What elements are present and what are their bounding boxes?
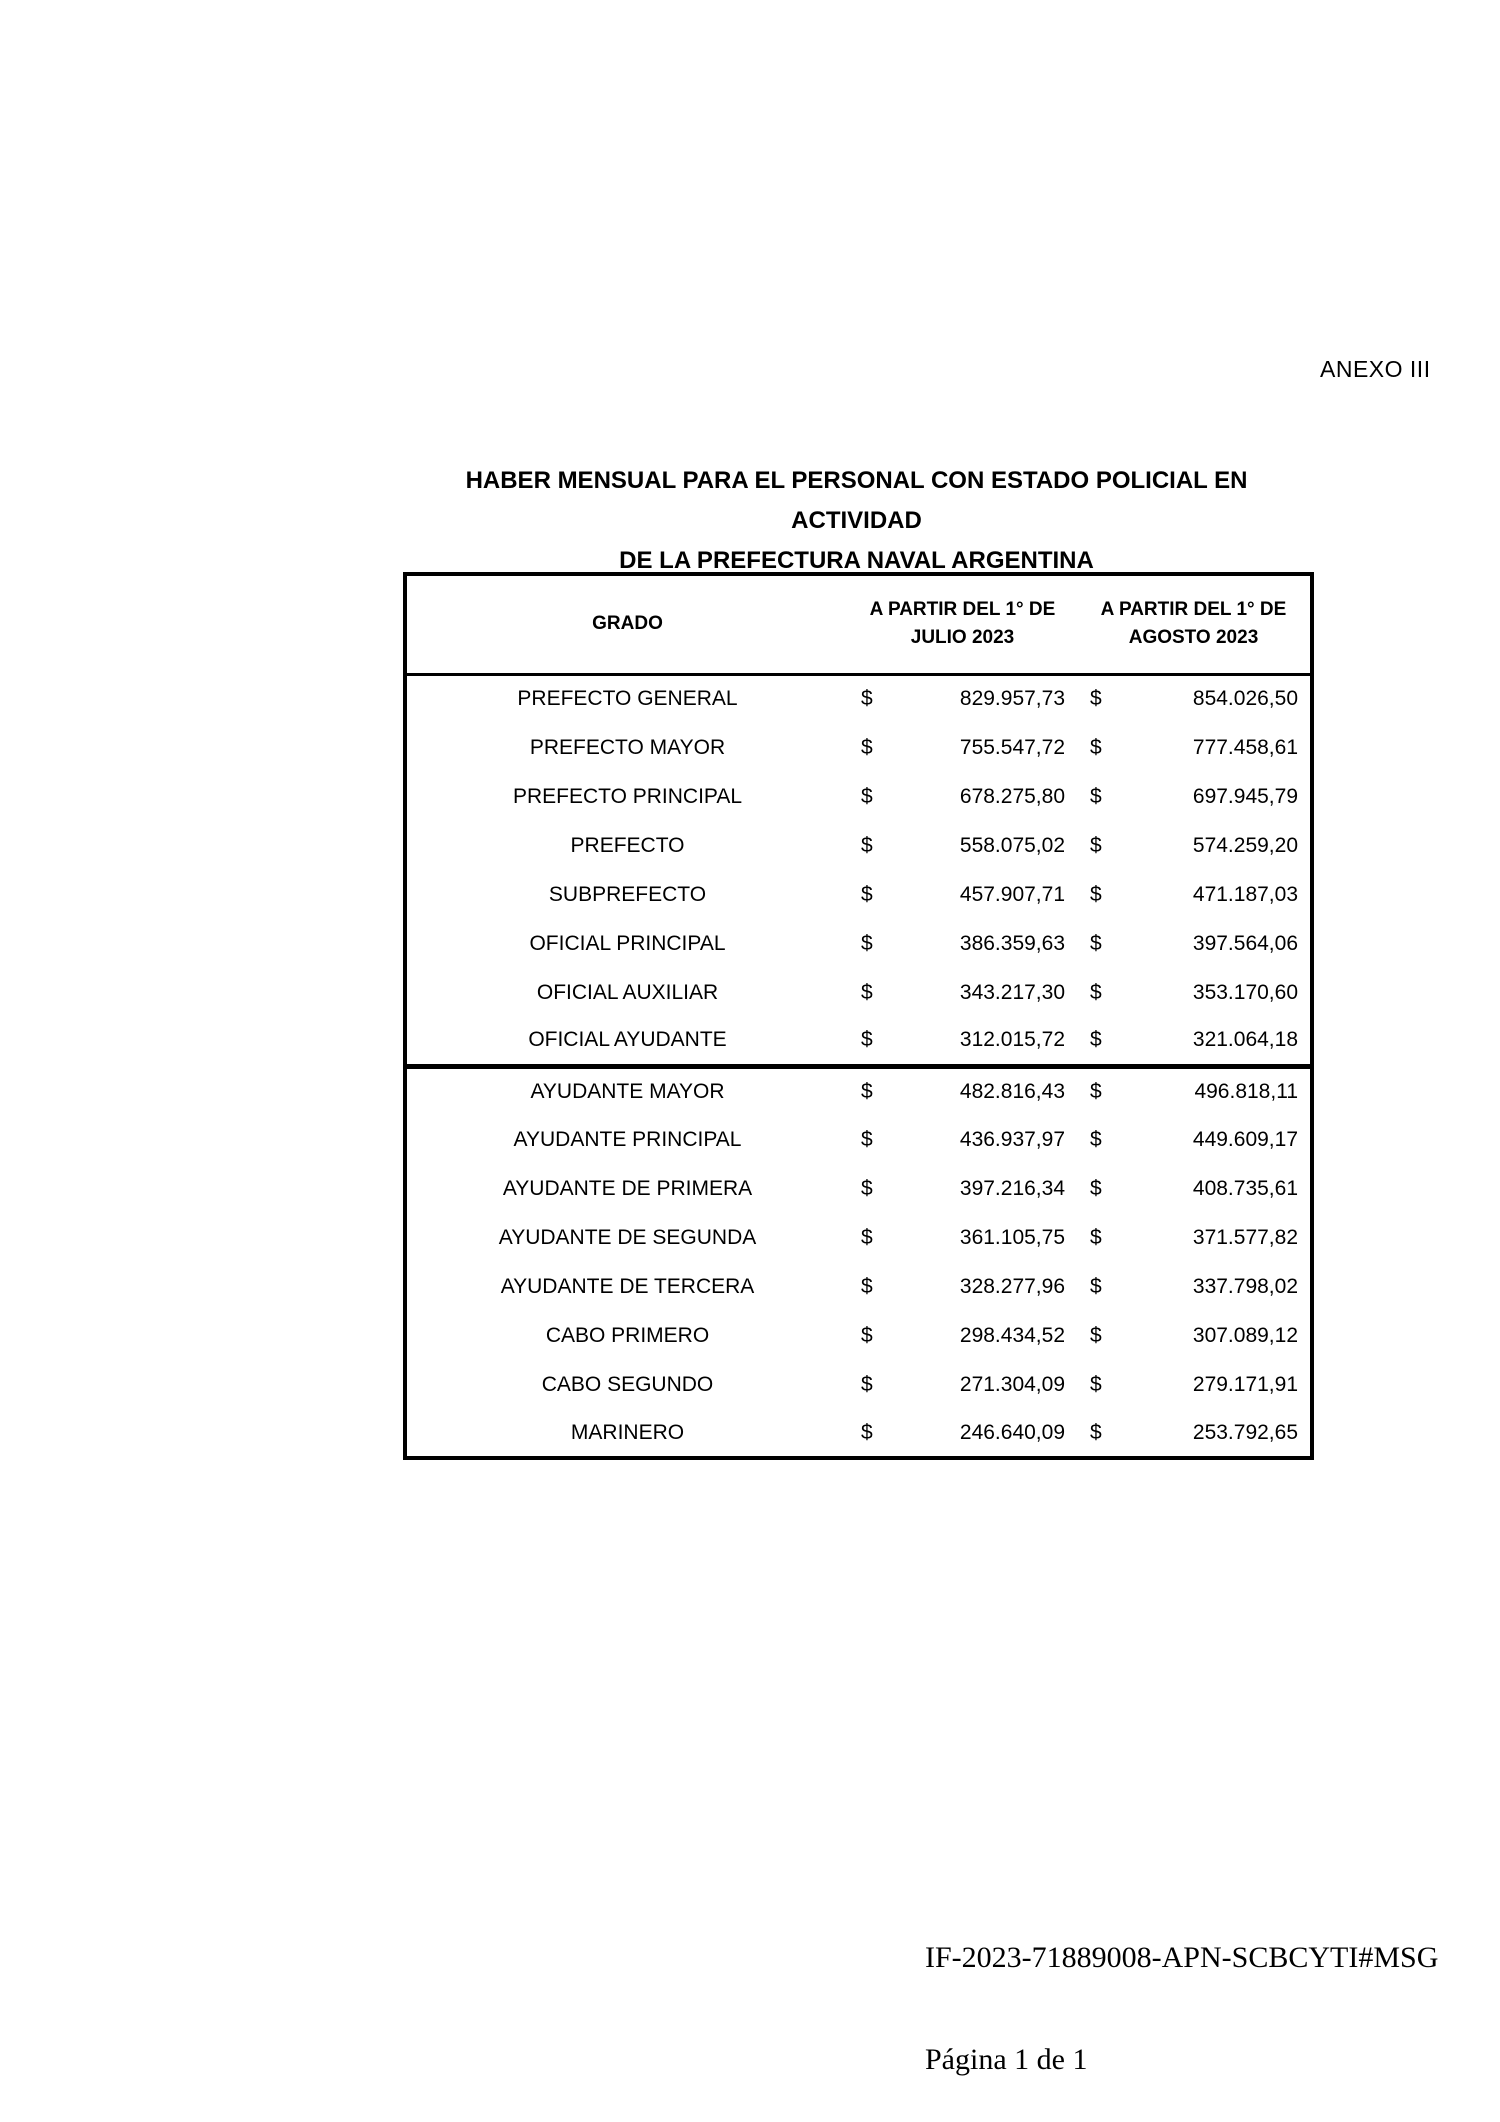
julio-cell <box>848 1409 1077 1458</box>
table-row <box>405 1262 1312 1311</box>
currency-symbol: $ <box>1090 687 1102 711</box>
amount: 829.957,73 <box>959 687 1065 711</box>
grade-cell: PREFECTO GENERAL <box>517 687 738 711</box>
julio-cell <box>848 1311 1077 1360</box>
amount: 574.259,20 <box>1192 833 1298 857</box>
amount: 328.277,96 <box>959 1274 1065 1298</box>
table-row <box>405 1213 1312 1262</box>
julio-cell <box>848 1360 1077 1409</box>
currency-symbol: $ <box>1090 735 1102 759</box>
agosto-cell <box>1077 919 1312 968</box>
grade-cell: AYUDANTE PRINCIPAL <box>513 1127 742 1151</box>
amount: 307.089,12 <box>1192 1323 1298 1347</box>
currency-symbol: $ <box>1090 980 1102 1004</box>
footer-reference: IF-2023-71889008-APN-SCBCYTI#MSG <box>925 1941 1439 1974</box>
amount: 337.798,02 <box>1192 1274 1298 1298</box>
julio-cell <box>848 968 1077 1017</box>
amount: 449.609,17 <box>1192 1127 1298 1151</box>
agosto-cell <box>1077 821 1312 870</box>
amount: 558.075,02 <box>959 833 1065 857</box>
currency-symbol: $ <box>1090 1372 1102 1396</box>
header-agosto-line2: AGOSTO 2023 <box>1128 627 1259 649</box>
amount: 436.937,97 <box>959 1127 1065 1151</box>
currency-symbol: $ <box>1090 1323 1102 1347</box>
julio-cell <box>848 1213 1077 1262</box>
currency-symbol: $ <box>1090 833 1102 857</box>
amount: 471.187,03 <box>1192 882 1298 906</box>
agosto-cell <box>1077 772 1312 821</box>
table-row <box>405 1017 1312 1066</box>
header-grado: GRADO <box>592 613 663 635</box>
header-julio-line1: A PARTIR DEL 1° DE <box>869 599 1056 621</box>
table-row <box>405 968 1312 1017</box>
anexo-label: ANEXO III <box>1320 356 1431 382</box>
header-julio-line2: JULIO 2023 <box>910 627 1015 649</box>
amount: 253.792,65 <box>1192 1420 1298 1444</box>
table-row <box>405 772 1312 821</box>
currency-symbol: $ <box>861 1372 873 1396</box>
document-title <box>403 461 1310 581</box>
table-row <box>405 1164 1312 1213</box>
currency-symbol: $ <box>1090 1274 1102 1298</box>
currency-symbol: $ <box>861 1028 873 1052</box>
julio-cell <box>848 870 1077 919</box>
currency-symbol: $ <box>1090 1079 1102 1103</box>
grade-cell: AYUDANTE DE TERCERA <box>500 1274 755 1298</box>
amount: 371.577,82 <box>1192 1225 1298 1249</box>
julio-cell <box>848 674 1077 723</box>
currency-symbol: $ <box>1090 1225 1102 1249</box>
currency-symbol: $ <box>1090 1420 1102 1444</box>
table-row <box>405 1115 1312 1164</box>
julio-cell <box>848 1115 1077 1164</box>
julio-cell <box>848 1066 1077 1115</box>
amount: 397.216,34 <box>959 1176 1065 1200</box>
grade-cell: CABO PRIMERO <box>545 1323 710 1347</box>
agosto-cell <box>1077 1164 1312 1213</box>
grade-cell: AYUDANTE MAYOR <box>530 1079 725 1103</box>
agosto-cell <box>1077 723 1312 772</box>
currency-symbol: $ <box>861 980 873 1004</box>
agosto-cell <box>1077 870 1312 919</box>
amount: 408.735,61 <box>1192 1176 1298 1200</box>
table-row <box>405 723 1312 772</box>
grade-cell: AYUDANTE DE SEGUNDA <box>498 1225 757 1249</box>
julio-cell <box>848 1164 1077 1213</box>
currency-symbol: $ <box>861 1420 873 1444</box>
amount: 343.217,30 <box>959 980 1065 1004</box>
amount: 279.171,91 <box>1192 1372 1298 1396</box>
amount: 755.547,72 <box>959 735 1065 759</box>
amount: 298.434,52 <box>959 1323 1065 1347</box>
salary-table-header <box>405 574 1312 674</box>
amount: 386.359,63 <box>959 931 1065 955</box>
grade-cell: PREFECTO PRINCIPAL <box>512 784 743 808</box>
document-title-line1: HABER MENSUAL PARA EL PERSONAL CON ESTADO POLICIAL EN ACTIVIDAD <box>465 467 1248 534</box>
julio-cell <box>848 772 1077 821</box>
currency-symbol: $ <box>861 931 873 955</box>
table-row <box>405 1409 1312 1458</box>
grade-cell: OFICIAL AYUDANTE <box>528 1028 727 1052</box>
julio-cell <box>848 723 1077 772</box>
footer-page-number: Página 1 de 1 <box>925 2043 1088 2076</box>
currency-symbol: $ <box>861 1127 873 1151</box>
header-agosto <box>1077 574 1312 674</box>
amount: 678.275,80 <box>959 784 1065 808</box>
grade-cell: SUBPREFECTO <box>548 882 707 906</box>
julio-cell <box>848 1262 1077 1311</box>
amount: 777.458,61 <box>1192 735 1298 759</box>
currency-symbol: $ <box>861 784 873 808</box>
currency-symbol: $ <box>861 735 873 759</box>
agosto-cell <box>1077 1311 1312 1360</box>
amount: 697.945,79 <box>1192 784 1298 808</box>
amount: 361.105,75 <box>959 1225 1065 1249</box>
currency-symbol: $ <box>1090 882 1102 906</box>
amount: 854.026,50 <box>1192 687 1298 711</box>
currency-symbol: $ <box>861 1079 873 1103</box>
table-row <box>405 821 1312 870</box>
currency-symbol: $ <box>1090 1127 1102 1151</box>
julio-cell <box>848 821 1077 870</box>
agosto-cell <box>1077 1115 1312 1164</box>
table-row <box>405 870 1312 919</box>
agosto-cell <box>1077 1360 1312 1409</box>
salary-table <box>403 572 1314 1460</box>
table-row-section-start <box>405 1066 1312 1115</box>
grade-cell: PREFECTO MAYOR <box>529 735 726 759</box>
table-row <box>405 674 1312 723</box>
amount: 353.170,60 <box>1192 980 1298 1004</box>
agosto-cell <box>1077 968 1312 1017</box>
agosto-cell <box>1077 1409 1312 1458</box>
currency-symbol: $ <box>861 1225 873 1249</box>
amount: 312.015,72 <box>959 1028 1065 1052</box>
amount: 397.564,06 <box>1192 931 1298 955</box>
agosto-cell <box>1077 1262 1312 1311</box>
currency-symbol: $ <box>861 882 873 906</box>
grade-cell: PREFECTO <box>570 833 685 857</box>
amount: 496.818,11 <box>1194 1079 1298 1103</box>
table-row <box>405 1360 1312 1409</box>
grade-cell: AYUDANTE DE PRIMERA <box>502 1176 753 1200</box>
currency-symbol: $ <box>861 687 873 711</box>
table-row <box>405 919 1312 968</box>
amount: 321.064,18 <box>1192 1028 1298 1052</box>
grade-cell: CABO SEGUNDO <box>541 1372 714 1396</box>
agosto-cell <box>1077 1066 1312 1115</box>
currency-symbol: $ <box>1090 1176 1102 1200</box>
currency-symbol: $ <box>1090 931 1102 955</box>
grade-cell: OFICIAL PRINCIPAL <box>529 931 726 955</box>
currency-symbol: $ <box>861 833 873 857</box>
amount: 482.816,43 <box>959 1079 1065 1103</box>
header-agosto-line1: A PARTIR DEL 1° DE <box>1100 599 1287 621</box>
header-row <box>405 574 1312 674</box>
currency-symbol: $ <box>861 1274 873 1298</box>
amount: 457.907,71 <box>959 882 1065 906</box>
julio-cell <box>848 919 1077 968</box>
currency-symbol: $ <box>1090 784 1102 808</box>
julio-cell <box>848 1017 1077 1066</box>
document-title-line2: DE LA PREFECTURA NAVAL ARGENTINA <box>619 547 1094 574</box>
agosto-cell <box>1077 1017 1312 1066</box>
amount: 271.304,09 <box>959 1372 1065 1396</box>
grade-cell: MARINERO <box>570 1420 685 1444</box>
currency-symbol: $ <box>861 1176 873 1200</box>
table-row <box>405 1311 1312 1360</box>
salary-table-body <box>405 674 1312 1458</box>
agosto-cell <box>1077 674 1312 723</box>
currency-symbol: $ <box>1090 1028 1102 1052</box>
header-julio <box>848 574 1077 674</box>
currency-symbol: $ <box>861 1323 873 1347</box>
amount: 246.640,09 <box>959 1420 1065 1444</box>
grade-cell: OFICIAL AUXILIAR <box>536 980 719 1004</box>
agosto-cell <box>1077 1213 1312 1262</box>
